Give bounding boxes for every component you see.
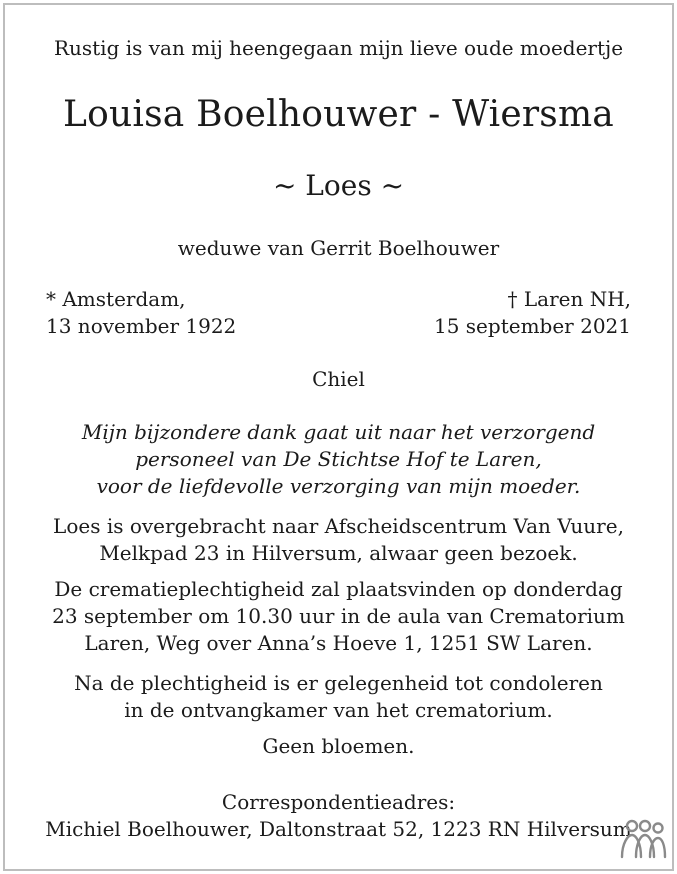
thanks-line-1: Mijn bijzondere dank gaat uit naar het verzorgend: [81, 420, 596, 444]
location-line-1: Loes is overgebracht naar Afscheidscentrum Van Vuure,: [53, 514, 624, 538]
location-line-2: Melkpad 23 in Hilversum, alwaar geen bezoek.: [99, 541, 578, 565]
deceased-name: Louisa Boelhouwer - Wiersma: [63, 94, 614, 135]
ceremony-line-3: Laren, Weg over Anna’s Hoeve 1, 1251 SW Laren.: [84, 631, 593, 655]
intro-text: Rustig is van mij heengegaan mijn lieve oude moedertje: [53, 36, 624, 60]
thanks-line-3: voor de liefdevolle verzorging van mijn moeder.: [96, 474, 581, 498]
thanks-line-2: personeel van De Stichtse Hof te Laren,: [135, 447, 542, 471]
spouse-text: weduwe van Gerrit Boelhouwer: [177, 236, 500, 260]
correspondence-address: Michiel Boelhouwer, Daltonstraat 52, 1223 RN Hilversum: [45, 817, 632, 841]
people-group-logo-icon: [617, 817, 667, 865]
ceremony-line-2: 23 september om 10.30 uur in de aula van Crematorium: [52, 604, 625, 628]
death-place: † Laren NH,: [507, 287, 631, 311]
birth-date: 13 november 1922: [46, 314, 237, 338]
correspondence-label: Correspondentieadres:: [221, 790, 456, 814]
nickname: ~ Loes ~: [272, 169, 405, 202]
flowers-note: Geen bloemen.: [262, 734, 415, 758]
condolence-line-2: in de ontvangkamer van het crematorium.: [124, 698, 553, 722]
birth-place: * Amsterdam,: [46, 287, 186, 311]
death-date: 15 september 2021: [433, 314, 631, 338]
ceremony-line-1: De crematieplechtigheid zal plaatsvinden op donderdag: [54, 577, 623, 601]
condolence-line-1: Na de plechtigheid is er gelegenheid tot condoleren: [74, 671, 603, 695]
signed-by: Chiel: [312, 367, 365, 391]
